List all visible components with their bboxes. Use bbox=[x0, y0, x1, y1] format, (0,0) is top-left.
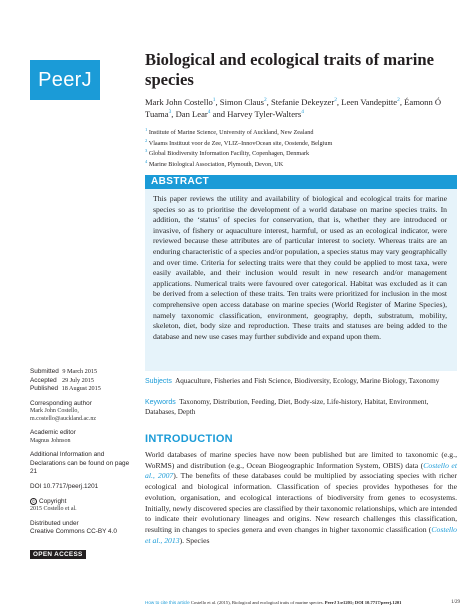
intro-part-3: ). Species bbox=[179, 535, 210, 545]
corresponding-author-label: Corresponding author bbox=[30, 399, 92, 407]
introduction-heading: INTRODUCTION bbox=[145, 433, 233, 445]
keywords-text: Taxonomy, Distribution, Feeding, Diet, Body-size, Life-history, Habitat, Environment, Databases, Depth bbox=[145, 398, 429, 416]
citation-link-2[interactable]: Costello et al., 2013 bbox=[145, 524, 457, 545]
abstract-text: This paper reviews the utility and availability of biological and ecological traits for marine species so as to prioritise the development of a world database on marine species traits. In addition, the ‘status’ of species for conservation, that is, whether they are introduced or invasive, of fishery or aquaculture interest, harmful, or used as an ecological indicator, were reviewed because these attributes are of particular interest to society. Whereas traits are an enduring characteristic of a species and/or population, a species status may vary geographically and over time. Criteria for selecting traits were that they could be applied to most taxa, were easily available, and their inclusion would result in new research and/or management applications. Numerical traits were favoured over categorical. Habitat was excluded as it can be derived from a selection of these traits. Ten traits were prioritized for inclusion in the most comprehensive open access database on marine species (World Register of Marine Species), namely taxonomic classification, environment, geography, depth, substratum, mobility, skeleton, diet, body size and reproduction. These traits and statuses are being added to the database and new use cases may further subdivide and expand upon them. bbox=[153, 194, 447, 341]
article-title: Biological and ecological traits of marine species bbox=[145, 50, 434, 89]
affiliation-item bbox=[145, 158, 445, 169]
affiliation-text: Marine Biological Association, Plymouth, Devon, UK bbox=[147, 161, 284, 169]
published-date: 18 August 2015 bbox=[61, 385, 101, 393]
corresponding-author-name: Mark John Costello, bbox=[30, 408, 79, 415]
affiliation-text: Global Biodiversity Information Facility, Copenhagen, Denmark bbox=[147, 150, 310, 158]
academic-editor-name: Magnus Johnson bbox=[30, 437, 71, 444]
published-row bbox=[30, 385, 134, 394]
author-affiliation-number: 4 bbox=[301, 109, 304, 116]
author-name[interactable]: Harvey Tyler-Walters bbox=[227, 109, 302, 120]
submitted-label: Submitted bbox=[30, 368, 59, 375]
author-affiliation-number: 3 bbox=[168, 109, 172, 116]
affiliation-number: 4 bbox=[145, 158, 148, 164]
intro-part-2: ). The benefits of these databases could be multiplied by associating species with richer ecological and biological information. Classification of species provides hypotheses for the evolution, organisation, and ecological interactions of biodiversity from genes to ecosystems. Initially, newly discovered species are classified by their taxonomic relationships, which are intended to indicate their evolutionary lineages and origins. New research challenges this classification, resulting in changes to species genera and even changes in higher taxonomic classification ( bbox=[145, 471, 457, 534]
academic-editor-label: Academic editor bbox=[30, 429, 76, 437]
author-name[interactable]: Leen Vandepitte bbox=[341, 96, 398, 107]
author-affiliation-number: 2 bbox=[263, 97, 267, 103]
subjects bbox=[145, 377, 455, 387]
accepted-label: Accepted bbox=[30, 376, 57, 384]
subjects-text: Aquaculture, Fisheries and Fish Science, Biodiversity, Ecology, Marine Biology, Taxonomy bbox=[175, 377, 440, 385]
affiliation-item bbox=[145, 126, 445, 137]
license-line-1: Distributed under bbox=[30, 519, 79, 527]
affiliation-number: 3 bbox=[145, 148, 148, 154]
corresponding-author-email[interactable]: m.costello@auckland.ac.nz bbox=[30, 415, 96, 422]
keywords-label: Keywords bbox=[145, 399, 176, 406]
author-affiliation-number: 2 bbox=[334, 97, 337, 103]
published-label: Published bbox=[30, 385, 59, 393]
citation-link-1[interactable]: Costello et al., 2007 bbox=[145, 460, 457, 481]
copyright-row bbox=[30, 498, 134, 507]
introduction-text bbox=[145, 450, 457, 546]
submitted-date: 9 March 2015 bbox=[62, 368, 98, 375]
accepted-row bbox=[30, 377, 134, 386]
footer-citation: Costello et al. (2015), Biological and ecological traits of marine species. bbox=[189, 600, 325, 605]
author-affiliation-number: 4 bbox=[207, 109, 211, 116]
author-affiliation-number: 2 bbox=[397, 97, 400, 103]
copyright-label: Copyright bbox=[39, 497, 67, 505]
author-list: Mark John Costello$^1$, Simon Claus$^2$, Stefanie Dekeyzer$^2$, Leen Vandepitte$^2$, Éamonn Ó Tuama$^3$, Dan Lear$^4$ and Harvey Tyler-Walters$^4$ bbox=[145, 96, 442, 120]
affiliation-text: Institute of Marine Science, University of Auckland, New Zealand bbox=[147, 129, 314, 137]
accepted-date: 29 July 2015 bbox=[61, 376, 94, 384]
author-name[interactable]: Dan Lear bbox=[175, 109, 208, 120]
affiliation-list bbox=[145, 126, 445, 169]
license-link[interactable]: Creative Commons CC-BY 4.0 bbox=[30, 528, 117, 536]
open-access-badge: OPEN ACCESS bbox=[30, 550, 86, 559]
affiliation-item bbox=[145, 147, 445, 158]
how-to-cite-label: How to cite this article bbox=[145, 600, 190, 605]
submitted-row bbox=[30, 368, 134, 377]
doi-link[interactable]: DOI 10.7717/peerj.1201 bbox=[30, 482, 99, 490]
page-number: 1/29 bbox=[451, 600, 460, 605]
logo-text: PeerJ bbox=[38, 68, 92, 91]
peerj-logo[interactable] bbox=[30, 60, 100, 100]
article-metadata bbox=[30, 368, 134, 561]
author-affiliation-number: 1 bbox=[212, 97, 216, 103]
intro-part-1: World databases of marine species have now been published but are limited to taxonomic (e.g., WoRMS) and distribution (e.g., Ocean Biogeographic Information System, OBIS) data ( bbox=[145, 450, 457, 470]
footer-journal[interactable]: PeerJ 3:e1201; DOI 10.7717/peerj.1201 bbox=[324, 600, 402, 605]
copyright-holder: 2015 Costello et al. bbox=[30, 506, 77, 513]
affiliation-text: Vlaams Instituut voor de Zee, VLIZ–InnovOcean site, Oostende, Belgium bbox=[147, 139, 333, 147]
copyright-icon: © bbox=[31, 499, 36, 505]
keywords bbox=[145, 398, 455, 417]
author-name[interactable]: Éamonn Ó Tuama bbox=[145, 96, 442, 120]
citation-footer bbox=[145, 600, 457, 606]
author-name[interactable]: Mark John Costello bbox=[145, 96, 213, 107]
affiliation-number: 1 bbox=[145, 127, 148, 132]
additional-information[interactable]: Additional Information and Declarations can be found on page 21 bbox=[30, 451, 130, 476]
subjects-label: Subjects bbox=[145, 378, 172, 385]
affiliation-number: 2 bbox=[145, 137, 148, 143]
author-name[interactable]: Simon Claus bbox=[219, 96, 264, 107]
affiliation-item bbox=[145, 137, 445, 148]
abstract-heading: ABSTRACT bbox=[145, 175, 457, 189]
sidebar bbox=[0, 0, 137, 613]
author-name[interactable]: Stefanie Dekeyzer bbox=[270, 96, 335, 107]
